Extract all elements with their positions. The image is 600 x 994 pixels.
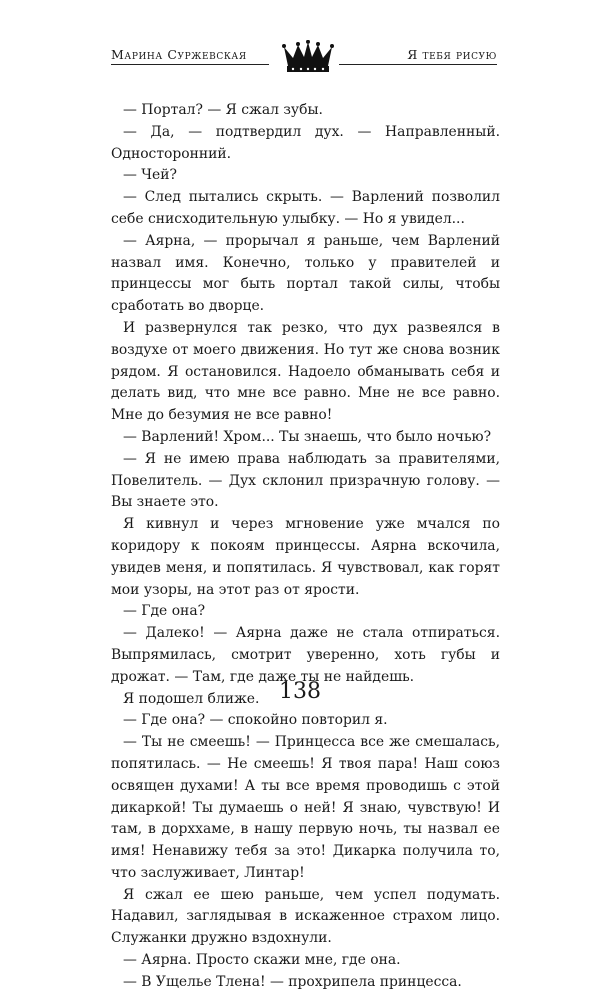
paragraph: Я подошел ближе. xyxy=(123,690,260,707)
header-rule-right xyxy=(339,64,497,65)
paragraph: — Аярна, — прорычал я раньше, чем Варлений назвал имя. Конечно, только у правителей и принцессы мог быть портал такой силы, чтобы сработать во дворце. xyxy=(111,232,500,315)
header-rule-left xyxy=(111,64,269,65)
paragraph: — Ты не смеешь! — Принцесса все же смешалась, попятилась. — Не смеешь! Я твоя пара! Наш союз освящен духами! А ты все время проводишь с этой дикаркой! Ты думаешь о ней! Я знаю, чувствую! И там, в дорххаме, в нашу первую ночь, ты назвал ее имя! Ненавижу тебя за это! Дикарка получила то, что заслуживает, Линтар! xyxy=(111,734,500,881)
paragraph: — Далеко! — Аярна даже не стала отпираться. Выпрямилась, смотрит уверенно, хоть губы и дрожат. — Там, где даже ты не найдешь. xyxy=(111,625,500,685)
page-number: 138 xyxy=(279,679,321,704)
paragraph: — След пытались скрыть. — Варлений позволил себе снисходительную улыбку. — Но я увидел... xyxy=(111,189,500,227)
paragraph: — Да, — подтвердил дух. — Направленный. Односторонний. xyxy=(111,123,500,162)
running-header-author: Марина Суржевская xyxy=(111,47,247,62)
crown-icon xyxy=(281,40,335,74)
paragraph: — Чей? xyxy=(123,167,177,184)
body-text xyxy=(111,100,500,994)
running-header xyxy=(111,40,497,80)
paragraph: И развернулся так резко, что дух развеялся в воздухе от моего движения. Но тут же снова возник рядом. Я остановился. Надоело обманывать себя и делать вид, что мне все равно. Мне не все равно. Мне до безумия не все равно! xyxy=(111,319,500,424)
paragraph: — Аярна. Просто скажи мне, где она. xyxy=(123,952,401,969)
paragraph: — В Ущелье Тлена! — прохрипела принцесса. xyxy=(123,973,462,990)
paragraph: — Где она? xyxy=(123,603,206,620)
paragraph: Я кивнул и через мгновение уже мчался по коридору к покоям принцессы. Аярна вскочила, увидев меня, и попятилась. Я чувствовал, как горят мои узоры, на этот раз от ярости. xyxy=(111,516,500,598)
paragraph: — Портал? — Я сжал зубы. xyxy=(123,102,323,118)
paragraph: — Где она? — спокойно повторил я. xyxy=(123,712,388,729)
paragraph: Я сжал ее шею раньше, чем успел подумать. Надавил, заглядывая в искаженное страхом лицо. Служанки дружно вздохнули. xyxy=(111,886,500,947)
paragraph: — Варлений! Хром... Ты знаешь, что было ночью? xyxy=(123,428,492,445)
paragraph: — Я не имею права наблюдать за правителями, Повелитель. — Дух склонил призрачную голову. — Вы знаете это. xyxy=(111,450,500,511)
running-header-title: Я тебя рисую xyxy=(407,47,497,62)
